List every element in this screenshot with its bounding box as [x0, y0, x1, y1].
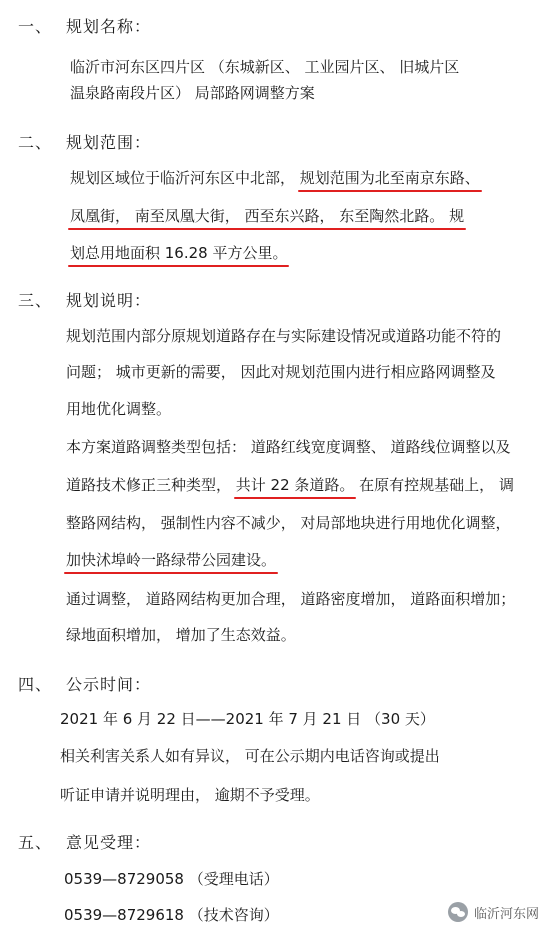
- section-number: 三、: [18, 291, 53, 310]
- text-line: [66, 325, 501, 347]
- text-line: [66, 361, 496, 383]
- text-segment: 绿地面积增加， 增加了生态效益。: [66, 626, 296, 644]
- text-line: [70, 242, 287, 264]
- text-segment: 用地优化调整。: [66, 400, 172, 418]
- text-segment: 温泉路南段片区） 局部路网调整方案: [70, 84, 315, 102]
- text-line: [60, 708, 435, 730]
- text-segment: 问题； 城市更新的需要， 因此对规划范围内进行相应路网调整及: [66, 363, 496, 381]
- text-segment: 整路网结构， 强制性内容不减少， 对局部地块进行用地优化调整，: [66, 514, 511, 532]
- watermark-text: 临沂河东网: [473, 906, 539, 922]
- underlined-text: 共计 22 条道路。: [235, 476, 355, 494]
- underlined-text: 凤凰街， 南至凤凰大街， 西至东兴路， 东至陶然北路。 规: [70, 207, 465, 225]
- text-line: [66, 474, 514, 496]
- section-title: 规划范围：: [66, 133, 152, 152]
- text-line: [66, 398, 171, 420]
- section-heading: [18, 14, 151, 37]
- section-heading: [18, 130, 151, 153]
- text-line: [66, 624, 296, 646]
- text-line: [66, 436, 511, 458]
- underlined-text: 加快沭埠岭一路绿带公园建设。: [66, 551, 277, 569]
- text-line: [70, 167, 480, 189]
- text-segment: 0539—8729058 （受理电话）: [64, 870, 279, 888]
- section-number: 一、: [18, 17, 53, 36]
- text-line: [70, 56, 459, 78]
- section-number: 五、: [18, 833, 53, 852]
- text-line: [60, 784, 320, 806]
- section-title: 规划名称：: [66, 17, 152, 36]
- section-number: 二、: [18, 133, 53, 152]
- text-line: [60, 745, 440, 767]
- section-title: 意见受理：: [66, 833, 152, 852]
- text-line: [64, 868, 279, 890]
- text-segment: 0539—8729618 （技术咨询）: [64, 906, 279, 924]
- underlined-text: 划总用地面积 16.28 平方公里。: [70, 244, 288, 262]
- text-segment: 临沂市河东区四片区 （东城新区、 工业园片区、 旧城片区: [70, 58, 460, 76]
- section-title: 公示时间：: [66, 675, 152, 694]
- text-segment: 在原有控规基础上， 调: [354, 476, 514, 494]
- text-segment: 规划范围内部分原规划道路存在与实际建设情况或道路功能不符的: [66, 327, 502, 345]
- watermark: [448, 902, 539, 922]
- text-segment: 通过调整， 道路网结构更加合理， 道路密度增加， 道路面积增加；: [66, 590, 516, 608]
- text-segment: 规划区域位于临沂河东区中北部，: [70, 169, 300, 187]
- text-segment: 本方案道路调整类型包括： 道路红线宽度调整、 道路线位调整以及: [66, 438, 511, 456]
- section-title: 规划说明：: [66, 291, 152, 310]
- section-heading: [18, 830, 151, 853]
- text-line: [66, 588, 515, 610]
- underlined-text: 规划范围为北至南京东路、: [299, 169, 480, 187]
- text-line: [64, 904, 279, 926]
- text-line: [70, 205, 464, 227]
- text-line: [70, 82, 315, 104]
- text-segment: 2021 年 6 月 22 日——2021 年 7 月 21 日 （30 天）: [60, 710, 435, 728]
- text-segment: 听证申请并说明理由， 逾期不予受理。: [60, 786, 320, 804]
- text-segment: 相关利害关系人如有异议， 可在公示期内电话咨询或提出: [60, 747, 440, 765]
- text-line: [66, 549, 276, 571]
- wechat-icon: [448, 902, 468, 922]
- section-heading: [18, 672, 151, 695]
- text-line: [66, 512, 511, 534]
- section-number: 四、: [18, 675, 53, 694]
- text-segment: 道路技术修正三种类型，: [66, 476, 236, 494]
- section-heading: [18, 288, 151, 311]
